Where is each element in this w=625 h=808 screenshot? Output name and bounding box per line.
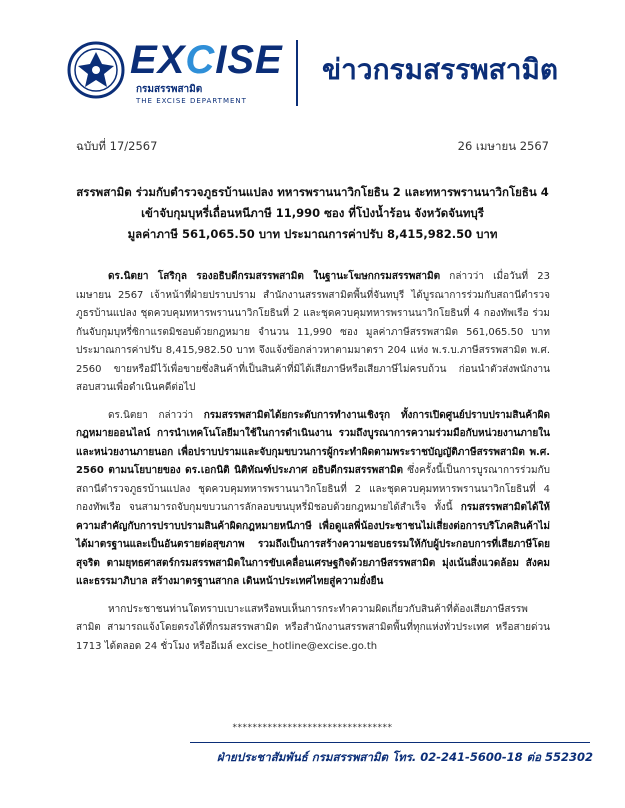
paragraph-2-bold-1: กรมสรรพสามิตได้ยกระดับการทำงานเชิงรุก ทั้งการเปิดศูนย์ปราบปรามสินค้าผิดกฎหมายออนไลน์ การนำเทคโนโลยีมาใช้ในการดำเนินงาน รวมถึงบูรณาการความร่วมมือกับหน่วยงานภายในและหน่วยงานภายนอก เพื่อปราบปรามและจับกุมขบวนการผู้กระทำผิดตามพระราชบัญญัติภาษีสรรพสามิต พ.ศ. 2560 ตามนโยบายของ ดร.เอกนิติ นิติทัณฑ์ประภาศ อธิบดีกรมสรรพสามิต bbox=[76, 409, 550, 476]
headline-line-3: มูลค่าภาษี 561,065.50 บาท ประมาณการค่าปรับ 8,415,982.50 บาท bbox=[127, 227, 498, 241]
headline-line-1: สรรพสามิต ร่วมกับตำรวจภูธรบ้านแปลง ทหารพรานนาวิกโยธิน 2 และทหารพรานนาวิกโยธิน 4 bbox=[76, 185, 549, 199]
header-title: ข่าวกรมสรรพสามิต bbox=[322, 53, 559, 86]
headline-line-2: เข้าจับกุมบุหรี่เถื่อนหนีภาษี 11,990 ซอง ที่โป่งน้ำร้อน จังหวัดจันทบุรี bbox=[141, 206, 484, 220]
garuda-emblem-icon bbox=[66, 40, 126, 100]
paragraph-2-intro: ดร.นิตยา กล่าวว่า bbox=[108, 409, 204, 421]
logo-english-name: THE EXCISE DEPARTMENT bbox=[136, 97, 247, 105]
end-marker: ******************************** bbox=[232, 723, 393, 733]
issue-date: 26 เมษายน 2567 bbox=[457, 139, 549, 153]
spokesperson-intro: ดร.นิตยา โสริกุล รองอธิบดีกรมสรรพสามิต ในฐานะโฆษกกรมสรรพสามิต bbox=[108, 271, 441, 282]
issue-number: ฉบับที่ 17/2567 bbox=[76, 139, 158, 153]
paragraph-2 bbox=[76, 407, 550, 592]
paragraph-1-text: กล่าวว่า เมื่อวันที่ 23 เมษายน 2567 เจ้าหน้าที่ฝ่ายปราบปราม สำนักงานสรรพสามิตพื้นที่จันทบุรี ได้บูรณาการร่วมกับสถานีตำรวจภูธรบ้านแปลง ชุดควบคุมทหารพรานนาวิกโยธินที่ 2 และชุดควบคุมทหารพรานนาวิกโยธินที่ 4 กองทัพเรือ ร่วมกันจับกุมบุหรี่ซิกาแรตมิชอบด้วยกฎหมาย จำนวน 11,990 ซอง มูลค่าภาษีสรรพสามิต 561,065.50 บาท ประมาณการค่าปรับ 8,415,982.50 บาท จึงแจ้งข้อกล่าวหาตามมาตรา 204 แห่ง พ.ร.บ.ภาษีสรรพสามิต พ.ศ. 2560 ขายหรือมีไว้เพื่อขายซึ่งสินค้าที่เป็นสินค้าที่มิได้เสียภาษีหรือเสียภาษีไม่ครบถ้วน ก่อนนำตัวส่งพนักงานสอบสวนเพื่อดำเนินคดีต่อไป bbox=[76, 271, 551, 393]
excise-logo bbox=[66, 40, 283, 105]
logo-wordmark: EXCISE bbox=[130, 38, 283, 82]
paragraph-2-mid: ซึ่งครั้งนี้เป็นการบูรณาการร่วมกับสถานีตำรวจภูธรบ้านแปลง ชุดควบคุมทหารพรานนาวิกโยธินที่ 2 และชุดควบคุมทหารพรานนาวิกโยธินที่ 4 กองทัพเรือ จนสามารถจับกุมขบวนการลักลอบขนบุหรี่มิชอบด้วยกฎหมายได้สำเร็จ ทั้งนี้ bbox=[76, 465, 551, 513]
paragraph-1 bbox=[76, 268, 550, 398]
paragraph-3: หากประชาชนท่านใดทราบเบาะแสหรือพบเห็นการกระทำความผิดเกี่ยวกับสินค้าที่ต้องเสียภาษีสรรพสามิต สามารถแจ้งโดยตรงได้ที่กรมสรรพสามิต หรือสำนักงานสรรพสามิตพื้นที่ทุกแห่งทั่วประเทศ หรือสายด่วน 1713 ได้ตลอด 24 ชั่วโมง หรืออีเมล์ excise_hotline@excise.go.th bbox=[76, 603, 550, 652]
news-headline bbox=[60, 182, 565, 245]
page-header bbox=[0, 0, 625, 118]
footer-rule bbox=[190, 742, 590, 743]
footer-contact: ฝ่ายประชาสัมพันธ์ กรมสรรพสามิต โทร. 02-241-5600-18 ต่อ 552302 bbox=[216, 750, 593, 764]
header-divider bbox=[296, 40, 298, 106]
logo-thai-name: กรมสรรพสามิต bbox=[136, 84, 203, 95]
news-body bbox=[76, 268, 550, 665]
paragraph-2-bold-2: กรมสรรพสามิตได้ให้ความสำคัญกับการปราบปรามสินค้าผิดกฎหมายหนีภาษี เพื่อดูแลพี่น้องประชาชนไม่เสี่ยงต่อการบริโภคสินค้าไม่ได้มาตรฐานและเป็นอันตรายต่อสุขภาพ รวมถึงเป็นการสร้างความชอบธรรมให้กับผู้ประกอบการที่เสียภาษีโดยสุจริต ตามยุทธศาสตร์กรมสรรพสามิตในการขับเคลื่อนเศรษฐกิจด้วยภาษีสรรพสามิต มุ่งเน้นสิ่งแวดล้อม สังคม และธรรมาภิบาล สร้างมาตรฐานสากล เดินหน้าประเทศไทยสู่ความยั่งยืน bbox=[76, 502, 550, 587]
